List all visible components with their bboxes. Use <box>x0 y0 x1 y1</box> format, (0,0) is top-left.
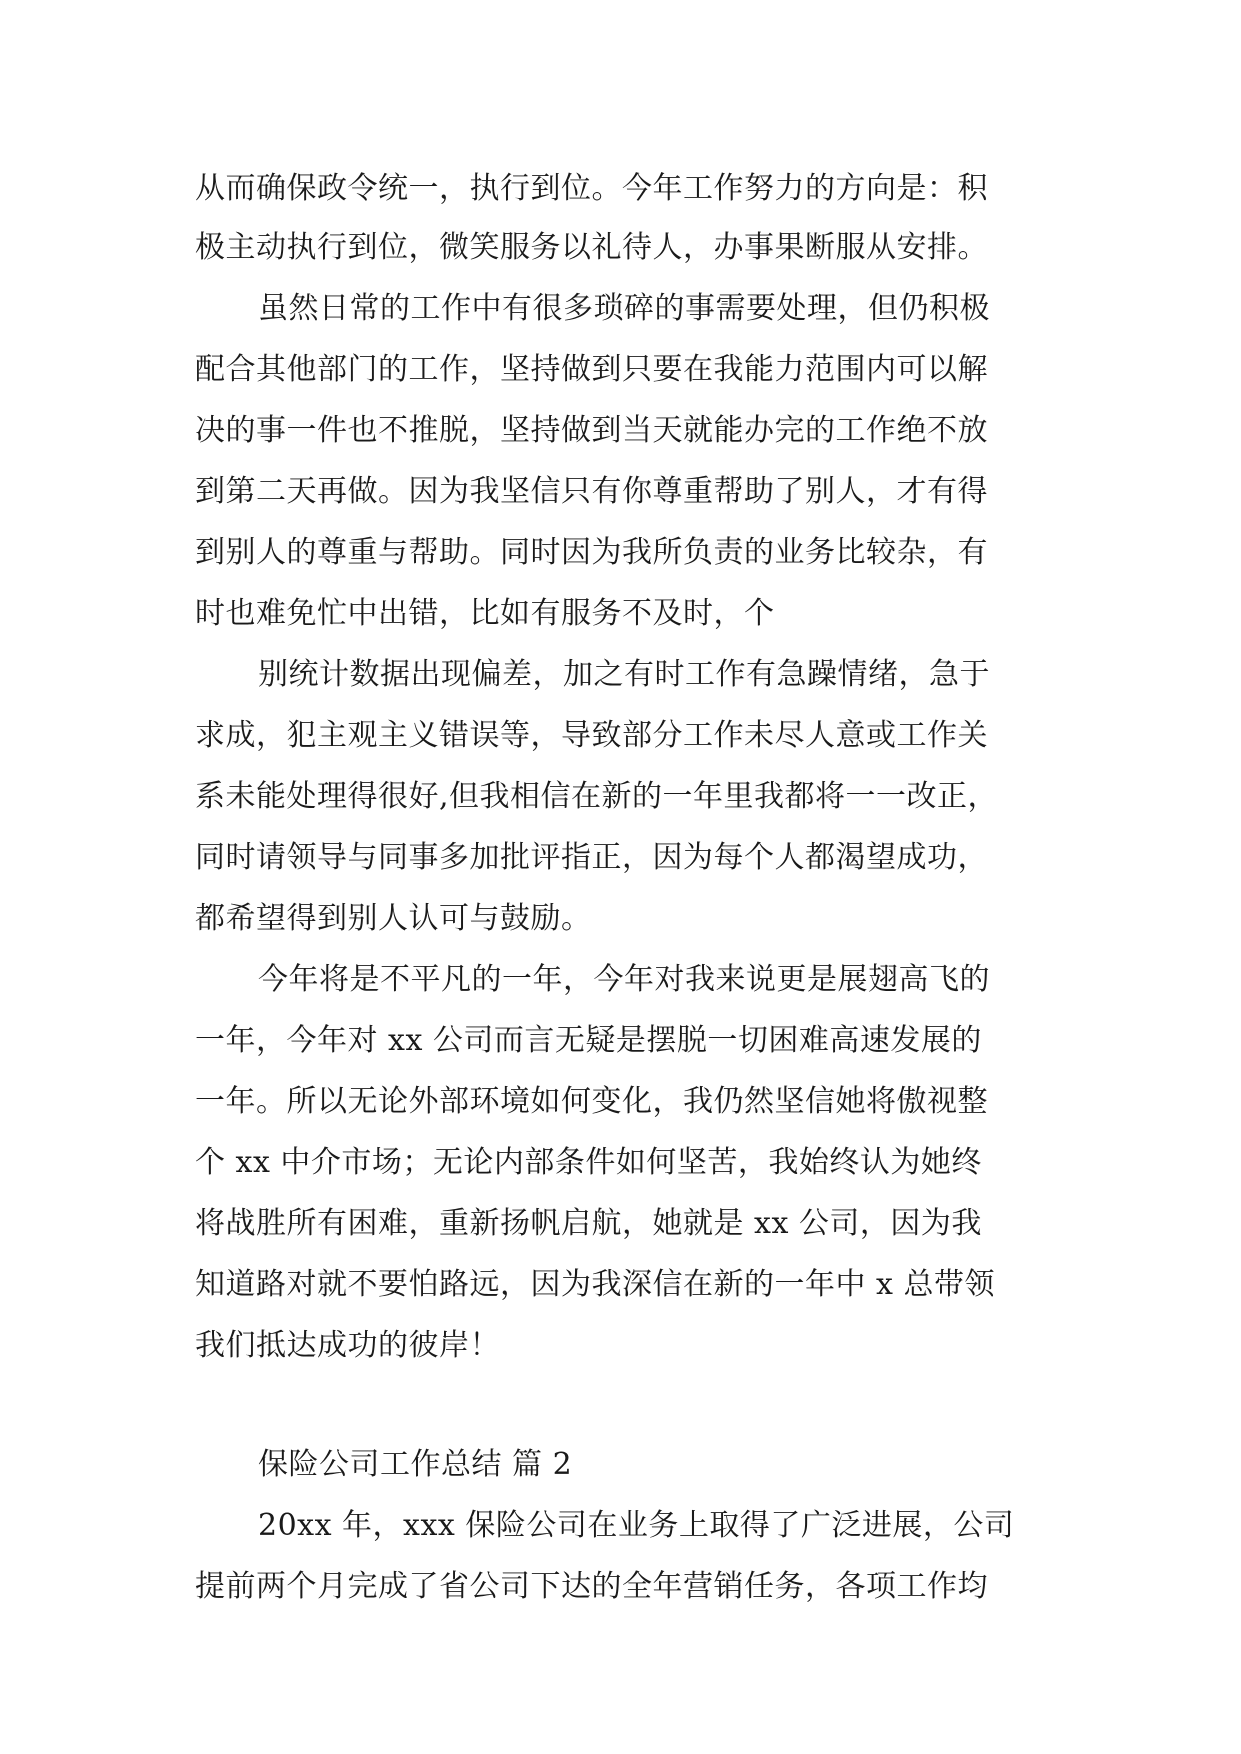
text-line: 一年。所以无论外部环境如何变化，我仍然坚信她将傲视整 <box>195 1084 988 1119</box>
text-line: 极主动执行到位，微笑服务以礼待人，办事果断服从安排。 <box>195 230 988 265</box>
text-line: 提前两个月完成了省公司下达的全年营销任务，各项工作均 <box>195 1569 988 1604</box>
text-line: 求成，犯主观主义错误等，导致部分工作未尽人意或工作关 <box>195 718 988 753</box>
paragraph-start-line: 虽然日常的工作中有很多琐碎的事需要处理，但仍积极 <box>258 291 990 326</box>
section-heading: 保险公司工作总结 篇 2 <box>258 1447 573 1482</box>
text-line: 都希望得到别人认可与鼓励。 <box>195 901 592 936</box>
text-line: 到第二天再做。因为我坚信只有你尊重帮助了别人，才有得 <box>195 474 988 509</box>
text-line: 决的事一件也不推脱，坚持做到当天就能办完的工作绝不放 <box>195 413 988 448</box>
text-line: 系未能处理得很好,但我相信在新的一年里我都将一一改正， <box>195 779 999 814</box>
paragraph-start-line: 今年将是不平凡的一年，今年对我来说更是展翅高飞的 <box>258 962 990 997</box>
text-line: 到别人的尊重与帮助。同时因为我所负责的业务比较杂，有 <box>195 535 988 570</box>
text-line: 我们抵达成功的彼岸！ <box>195 1328 500 1363</box>
text-line: 同时请领导与同事多加批评指正，因为每个人都渴望成功， <box>195 840 988 875</box>
text-line: 将战胜所有困难，重新扬帆启航，她就是 xx 公司，因为我 <box>195 1206 982 1241</box>
paragraph-start-line: 别统计数据出现偏差，加之有时工作有急躁情绪，急于 <box>258 657 990 692</box>
text-line: 从而确保政令统一，执行到位。今年工作努力的方向是：积 <box>195 171 988 206</box>
text-line: 知道路对就不要怕路远，因为我深信在新的一年中 x 总带领 <box>195 1267 995 1302</box>
text-line: 时也难免忙中出错，比如有服务不及时，个 <box>195 596 775 631</box>
text-line: 配合其他部门的工作，坚持做到只要在我能力范围内可以解 <box>195 352 988 387</box>
text-line: 一年，今年对 xx 公司而言无疑是摆脱一切困难高速发展的 <box>195 1023 982 1058</box>
text-line: 个 xx 中介市场；无论内部条件如何坚苦，我始终认为她终 <box>195 1145 982 1180</box>
paragraph-start-line: 20xx 年，xxx 保险公司在业务上取得了广泛进展，公司 <box>258 1508 1015 1543</box>
